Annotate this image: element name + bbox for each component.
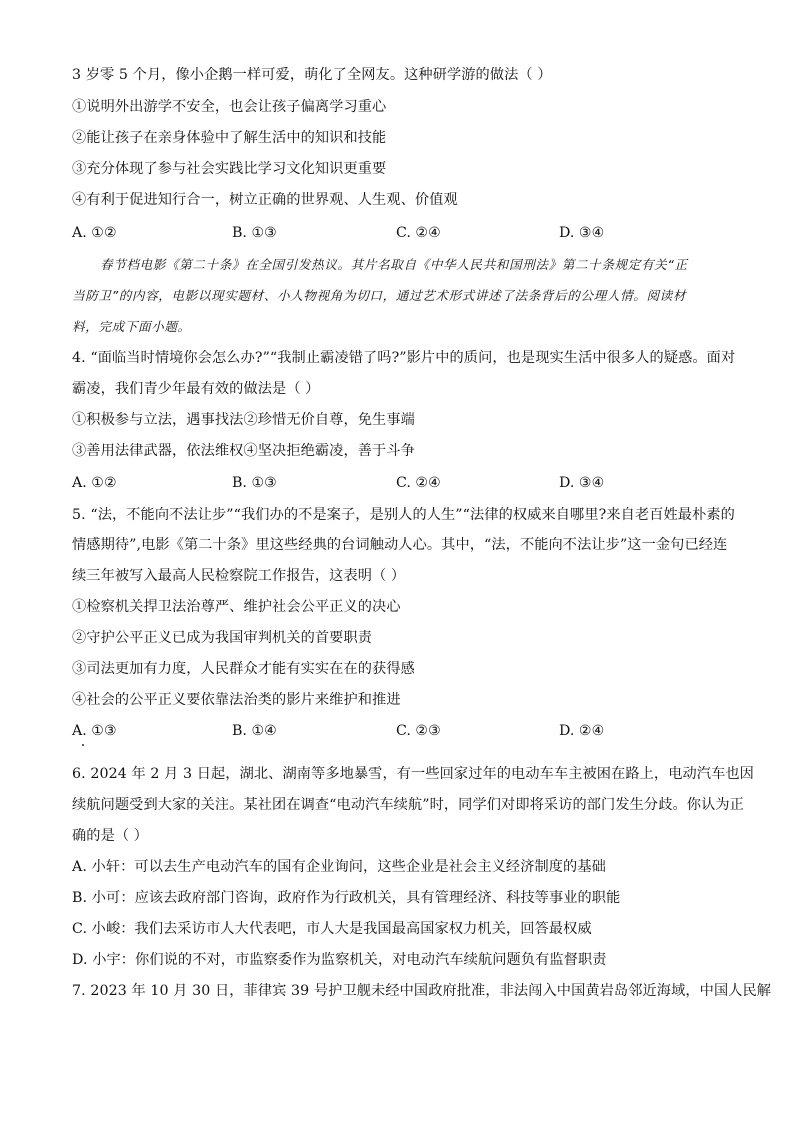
q4-options (72, 473, 722, 493)
q7-stem-line-1: 7. 2023 年 10 月 30 日，菲律宾 39 号护卫舰未经中国政府批准，非法闯入中国黄岩岛邻近海域，中国人民解 (72, 983, 772, 999)
q5-item-2: ②守护公平正义已成为我国审判机关的首要职责 (72, 630, 373, 646)
q3-option-a: A. ①② (72, 225, 117, 241)
q5-option-b: B. ①④ (232, 723, 277, 739)
q6-stem-line-1: 6. 2024 年 2 月 3 日起，湖北、湖南等多地暴雪，有一些回家过年的电动车车主被困在路上，电动汽车也因 (72, 766, 754, 782)
q3-option-b: B. ①③ (232, 225, 277, 241)
q6-option-c: C. 小峻：我们去采访市人大代表吧，市人大是我国最高国家权力机关，回答最权威 (72, 921, 592, 937)
q3-stem: 3 岁零 5 个月，像小企鹅一样可爱，萌化了全网友。这种研学游的做法（ ） (72, 67, 552, 83)
q4-item-1: ①积极参与立法，遇事找法②珍惜无价自尊，免生事端 (72, 412, 415, 428)
q3-item-2: ②能让孩子在亲身体验中了解生活中的知识和技能 (72, 130, 387, 146)
q6-stem-line-3: 确的是（ ） (72, 828, 149, 844)
q3-options (72, 223, 722, 243)
stray-dot (82, 744, 84, 746)
q4-stem-line-1: 4. “面临当时情境你会怎么办?”“我制止霸凌错了吗?”影片中的质问，也是现实生活中很多人的疑惑。面对 (72, 350, 736, 366)
q5-option-a: A. ①③ (72, 723, 117, 739)
passage-line-1: 春节档电影《第二十条》在全国引发热议。其片名取自《中华人民共和国刑法》第二十条规定有关“正 (100, 257, 688, 272)
q6-option-d: D. 小宇：你们说的不对，市监察委作为监察机关，对电动汽车续航问题负有监督职责 (72, 952, 607, 968)
q5-options (72, 721, 722, 741)
q5-item-4: ④社会的公平正义要依靠法治类的影片来维护和推进 (72, 692, 401, 708)
q4-option-c: C. ②④ (396, 475, 441, 491)
q4-option-a: A. ①② (72, 475, 117, 491)
q3-option-c: C. ②④ (396, 225, 441, 241)
q3-item-3: ③充分体现了参与社会实践比学习文化知识更重要 (72, 161, 387, 177)
q5-stem-line-2: 情感期待”,电影《第二十条》里这些经典的台词触动人心。其中，“法，不能向不法让步”这一金句已经连 (72, 537, 728, 553)
q4-item-2: ③善用法律武器，依法维权④坚决拒绝霸凌，善于斗争 (72, 443, 415, 459)
q4-option-d: D. ③④ (559, 475, 605, 491)
q3-item-4: ④有利于促进知行合一，树立正确的世界观、人生观、价值观 (72, 192, 458, 208)
q5-option-d: D. ②④ (559, 723, 605, 739)
q3-item-1: ①说明外出游学不安全，也会让孩子偏离学习重心 (72, 99, 387, 115)
q5-option-c: C. ②③ (396, 723, 441, 739)
q6-option-b: B. 小可：应该去政府部门咨询，政府作为行政机关，具有管理经济、科技等事业的职能 (72, 890, 621, 906)
passage-line-2: 当防卫”的内容，电影以现实题材、小人物视角为切口，通过艺术形式讲述了法条背后的公理人情。阅读材 (72, 288, 687, 303)
q6-option-a: A. 小轩：可以去生产电动汽车的国有企业询问，这些企业是社会主义经济制度的基础 (72, 859, 606, 875)
q5-stem-line-1: 5. “法，不能向不法让步”“我们办的不是案子，是别人的人生”“法律的权威来自哪里?来自老百姓最朴素的 (72, 507, 735, 523)
q3-option-d: D. ③④ (559, 225, 605, 241)
q5-item-1: ①检察机关捍卫法治尊严、维护社会公平正义的决心 (72, 599, 401, 615)
q4-option-b: B. ①③ (232, 475, 277, 491)
q5-item-3: ③司法更加有力度，人民群众才能有实实在在的获得感 (72, 661, 415, 677)
q4-stem-line-2: 霸凌，我们青少年最有效的做法是（ ） (72, 381, 320, 397)
passage-line-3: 料，完成下面小题。 (72, 319, 191, 334)
q6-stem-line-2: 续航问题受到大家的关注。某社团在调查“电动汽车续航”时，同学们对即将采访的部门发生分歧。你认为正 (72, 797, 744, 813)
q5-stem-line-3: 续三年被写入最高人民检察院工作报告，这表明（ ） (72, 568, 406, 584)
